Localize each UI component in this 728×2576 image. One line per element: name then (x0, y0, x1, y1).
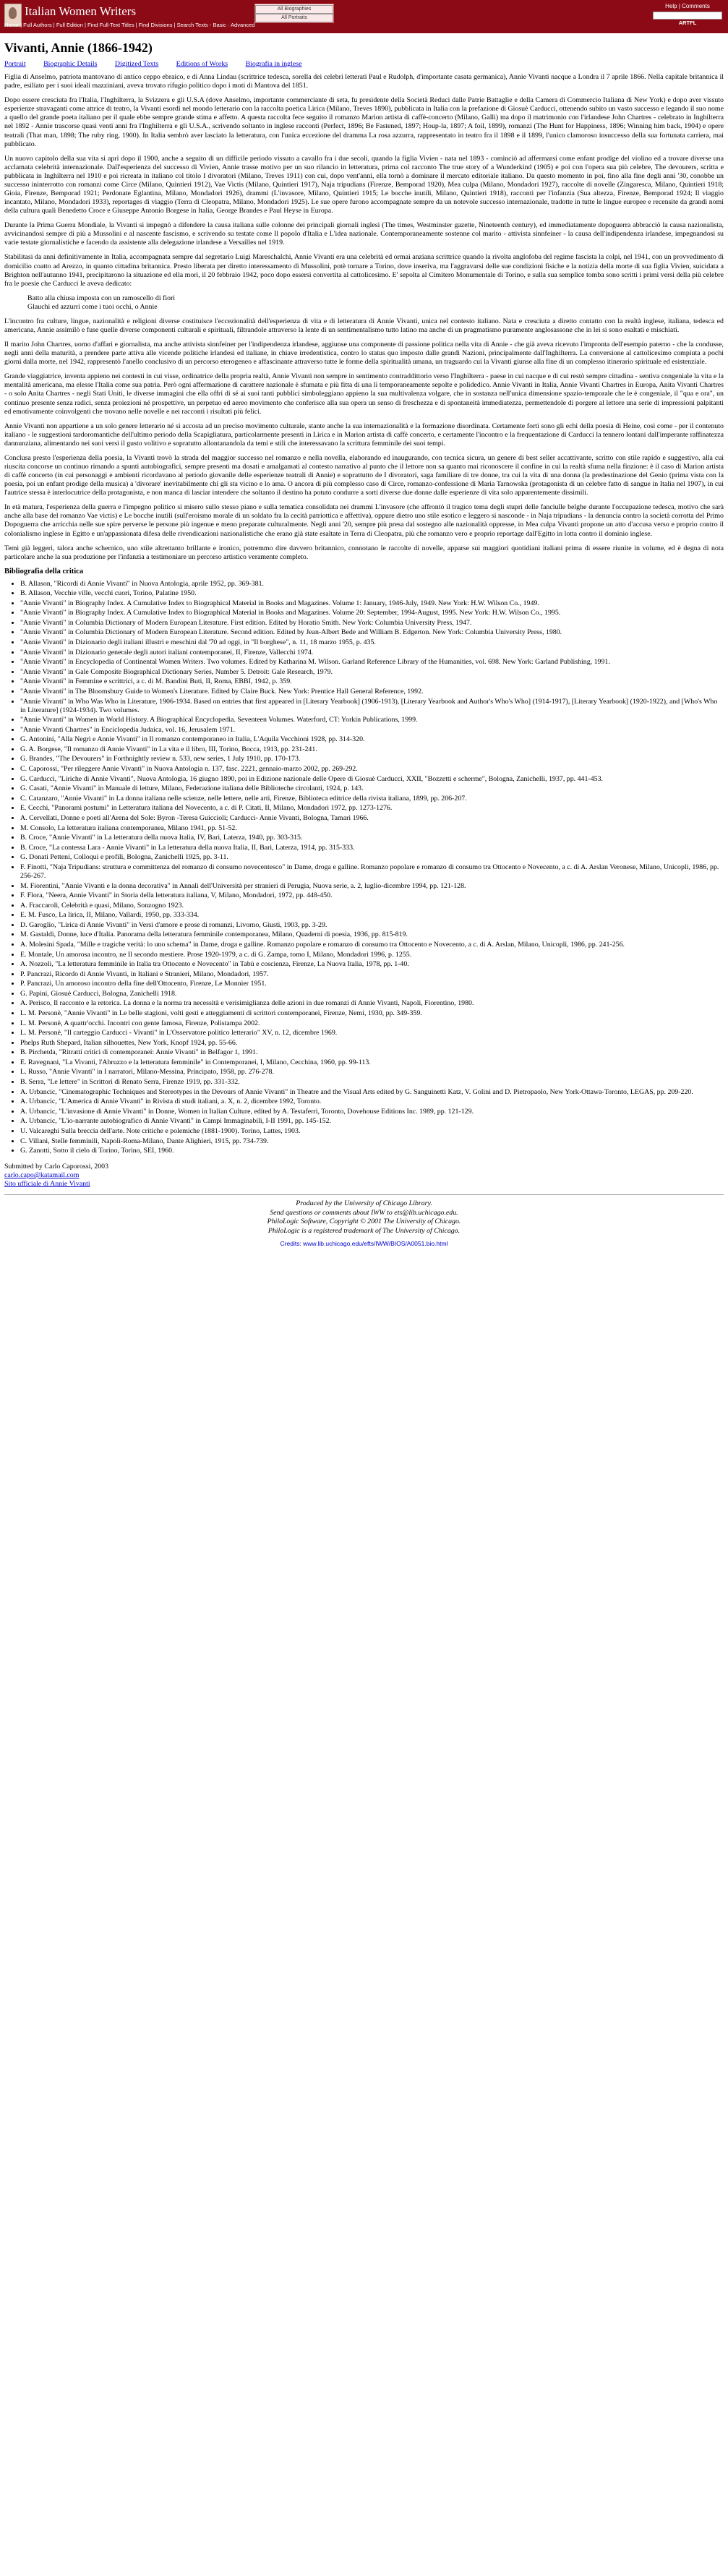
bibliography-list (4, 580, 724, 1156)
bibliography-item: • E. Cecchi, "Panorami postumi" in Letteratura italiana del Novecento, a c. di P. Citati, II, Milano, Mondadori 1972, pp. 1273-1276. (20, 804, 724, 813)
bibliography-item: • "Annie Vivanti" in The Bloomsbury Guide to Women's Literature. Edited by Claire Buck. New York: Prentice Hall General Reference, 1992. (20, 688, 724, 696)
bio-paragraph: Grande viaggiatrice, inventa appieno nei contesti in cui visse, ordinatrice della propria realtà, Annie Vivanti non sempre in sentimento contraddittorio verso l'Inghilterra - paese in cui nacque e di cui restò sempre cittadina - sentiva congeniale la vita e la mentalità americana, ma elesse l'Italia come sua patria. Però ogni affermazione di carattere nazionale è sfumata e più fitta di una lì temporaneamente sepolte e polidedico. Annie Vivanti in Italia, Annie Vivanti Chartres in Europa, Anita Vivanti Chartres - o solo Anita Chartres - negli Stati Uniti, le diverse immagini che ella offrì di sé ai suoi tanti pubblici simboleggiano appieno la sua multivalenza volgare, che in sostanza nell'unica dimensione spazio-temporale che le è congeniale, il "qua e ora", un continuo presente senza radici, senza proiezioni né prospettive, un perpetuo ed aereo movimento che conferisce alla sua opera un senso di freschezza e di spontaneità immediatezza, permettendole di porgere al lettore una serie di impressioni palpitanti ed emotivamente coinvolgenti che trovano nelle novelle e nei racconti i risultati più felici. (4, 372, 724, 416)
bibliography-item: • A. Urbancic, "L'America di Annie Vivanti" in Rivista di studi italiani, a. X, n. 2, dicembre 1992, Toronto. (20, 1097, 724, 1106)
footer-line[interactable]: Send questions or comments about IWW to ets@lib.uchicago.edu. (270, 1208, 458, 1217)
site-title[interactable]: Italian Women Writers (25, 4, 137, 18)
bibliography-item: • B. Serra, "Le lettere" in Scrittori di Renato Serra, Firenze 1919, pp. 331-332. (20, 1078, 724, 1087)
bio-paragraph: Conclusa presto l'esperienza della poesia, la Vivanti trovò la strada del maggior successo nel romanzo e nella novella, elaborando ed inaugurando, con tecnica sicura, un genere di best seller accattivante, scritto con stile rapido e suggestivo, alla cui riuscita concorse un continuo rimando a spunti autobiografici, sempre presenti ma dosati e amalgamati al contesto narrativo al punto che il lettore non sa quanto mai riconoscere il confine in cui la realtà sfuma nella finzione: è il caso di Marion artista di caffè concerto (in cui personaggi e ambienti ricordavano al periodo giovanile delle esperienze teatrali di Annie) e soprattutto de I divoratori, saga familiare di tre donne, tra cui la vita di una donna (la predestinazione del Genio (prima vista con la poesia, poi un enfant prodige della musica) a 'divorare' inevitabilmente chi gli sta vicino e lo ama. O ancora di più complesso caso di Circe, romanzo-confessione di Maria Tarnowska (protagonista di un celebre fatto di sangue in Italia nel 1907), in cui l'autrice stessa è interlocutrice della protagonista, e non manca di lasciar intendere che soltanto il destino ha potuto condurre a sorti diverse due donne dalle esperienze di vita solo apparentemente dissimili. (4, 453, 724, 497)
bibliography-item: • U. Valcareghi Sulla breccia dell'arte. Note critiche e polemiche (1881-1900). Torino, Lattes, 1903. (20, 1127, 724, 1136)
bibliography-item: • B. Allason, "Ricordi di Annie Vivanti" in Nuova Antologia, aprile 1952, pp. 369-381. (20, 580, 724, 589)
bibliography-item: • L. Russo, "Annie Vivanti" in I narratori, Milano-Messina, Principato, 1958, pp. 276-278. (20, 1068, 724, 1077)
bibliography-item: • A. Urbancic, "L'invasione di Annie Vivanti" in Donne, Women in Italian Culture, edited by A. Testaferri, Toronto, Dovehouse Editions Inc. 1989, pp. 121-129. (20, 1108, 724, 1116)
bibliography-item: • B. Pirchetda, "Ritratti critici di contemporanei: Annie Vivanti" in Belfagor 1, 1991. (20, 1048, 724, 1057)
bibliography-item: • D. Garoglio, "Lirica di Annie Vivanti" in Versi d'amore e prose di romanzi, Livorno, Giusti, 1903, pp. 3-29. (20, 921, 724, 930)
portraits-select[interactable]: All Portraits (255, 14, 333, 22)
bibliography-item: • G. Brandes, "The Devourers" in Forthnightly review n. 533, new series, 1 July 1910, pp. 170-173. (20, 755, 724, 763)
bibliography-item: • B. Croce, "La contessa Lara - Annie Vivanti" in La letteratura della nuova Italia, II, Bari, Laterza, 1914, pp. 315-333. (20, 844, 724, 852)
search-input[interactable] (653, 12, 722, 20)
bibliography-item: • E. Ravegnani, "La Vivanti, l'Abruzzo e la letteratura femminile" in Contemporanei, I, Milano, Cecchina, 1960, pp. 99-113. (20, 1058, 724, 1067)
bibliography-item: • E. Montale, Un amorosa incontro, ne Il secondo mestiere. Prose 1920-1979, a c. di G. Zampa, tomo I, Milano, Mondadori 1996, p. 1255. (20, 951, 724, 959)
bibliography-item: • "Annie Vivanti" in Dizionario generale degli autori italiani contemporanei, II, Firenze, Vallecchi 1974. (20, 649, 724, 657)
page-footer (4, 1199, 724, 1238)
bibliography-item: • A. Molesini Spada, "Mille e tragiche verità: lo uno schema" in Dame, droga e galline. Romanzo popolare e romanzo di consumo tra Ottocento e Novecento, a c. di A. Arslan, Milano, Unicopli, 1986, pp. 241-256. (20, 941, 724, 949)
bibliography-item: • "Annie Vivanti" in Gale Composite Biographical Dictionary Series, Number 5. Detroit: Gale Research, 1979. (20, 668, 724, 677)
footer-line: PhiloLogic Software, Copyright © 2001 The University of Chicago. (267, 1218, 461, 1226)
bibliography-item: • F. Finotti, "Naja Tripudians: struttura e committenza del romanzo di consumo novecentesco" in Dame, droga e galline. Romanzo popolare e romanzo di consumo tra Ottocento e Novecento, a c. di A. Arslan Veronese, Milano, Unicopli, 1986, pp. 256-267. (20, 863, 724, 881)
quote-line: Glauchi ed azzurri come i tuoi occhi, o Annie (27, 302, 158, 311)
carducci-quote (27, 294, 724, 312)
bibliography-item: • "Annie Vivanti" in Women in World History. A Biographical Encyclopedia. Seventeen Volumes. Waterford, CT: Yorkin Publications, 1999. (20, 716, 724, 724)
bibliography-item: • A. Nozzoli, "La letteratura femminile in Italia tra Ottocento e Novecento" in Tabù e coscienza, Firenze, La Nuova Italia, 1978, pp. 1-40. (20, 960, 724, 969)
bibliography-item: • B. Allason, Vecchie ville, vecchi cuori, Torino, Palatine 1950. (20, 589, 724, 598)
bio-paragraph: Durante la Prima Guerra Mondiale, la Vivanti si impegnò a difendere la causa italiana sulle colonne dei principali giornali inglesi (The times, Westminster gazette, Nineteenth century), ed immediatamente dopoguerra abbracciò la causa nazionalista, avvicinandosi sempre di più a Mussolini e al nascente fascismo, e scrivendo su testate come Il popolo d'Italia e L'idea nazionale. Contemporaneamente sostenne col marito - attivista sinnfeiner - la causa dell'indipendenza irlandese, impegnandosi su varie testate giornalistiche e facendo da assistente alla delegazione irlandese a Versailles nel 1919. (4, 221, 724, 247)
footer-line: PhiloLogic is a registered trademark of The University of Chicago. (267, 1226, 461, 1235)
bio-paragraph: Stabilitasi da anni definitivamente in Italia, accompagnata sempre dal segretario Luigi Mareschalchi, Annie Vivanti era una celebrità ed ormai anziana scrittrice quando la rivolta anglofoba del regime fascista la colpì, nel 1941, con un provvedimento di domicilio coatto ad Arezzo, in quanto cittadina britannica. Presto liberata per diretto interessamento di Mussolini, potè tornare a Torino, dove inseriva, ma l'aggravarsi delle sue condizioni fisiche e la notizia della morte di sua figlia Vivien, suicidata a Brighton nell'autunno 1941, precipitarono la situazione ed ella morì, il 20 febbraio 1942, poco dopo essersi convertita al cattolicesimo. E' sepolta al Cimitero Monumentale di Torino, e sulla sua semplice tomba sono scritti i primi versi della più celebre fra le poesie che Carducci le aveva dedicato: (4, 253, 724, 288)
bibliography-item: • M. Gastaldi, Donne, luce d'Italia. Panorama della letteratura femminile contemporanea, Milano, Quaderni di poesia, 1936, pp. 815-819. (20, 930, 724, 939)
bibliography-item: • B. Croce, "Annie Vivanti" in La letteratura della nuova Italia, IV, Bari, Laterza, 1940, pp. 303-315. (20, 834, 724, 842)
header-menu[interactable]: Home | Full Authors | Full Edition | Find Full-Text Titles | Find Divisions | Search Texts - Basic · Advanced (4, 22, 255, 28)
bio-paragraph: Dopo essere cresciuta fra l'Italia, l'Inghilterra, la Svizzera e gli U.S.A (dove Anselmo, importante commerciante di seta, fu presidente della Società Reduci dalle Patrie Battaglie e della Camera di Commercio Italiana di New York) e dopo aver vissuto esperienze stravaganti come attrice di teatro, la Vivanti esordì nel mondo letterario con la raccolta poetica Lirica (Milano, Treves 1890), pubblicata in Italia con la prefazione di Giosuè Carducci, ottenendo subito un vasto successo e legando il suo nome a quello del grande poeta italiano per il quale ebbe sempre grande stima e affetto. A questa raccolta fece seguito il romanzo Marion artista di caffè-concerto (Milano, Galli) ma dopo il matrimonio con l'irlandese John Chartres - celebrato in Inghilterra nel 1892 - Annie trascorse quasi venti anni fra l'Inghilterra e gli U.S.A., scrivendo soltanto in inglese racconti (Perfect, 1896; Be Fastened, 1897; Houp-la, 1897; A foil, 1899), romanzi (The Hunt for Happiness, 1896; Winning him back, 1904) e opere teatrali (That man, 1898; The ruby ring, 1900). In Italia sembrò aver lasciato la letteratura, con l'unica eccezione del dramma La rosa azzurra, rappresentato in teatro fra il 1898 e il 1899, l'unico clamoroso insuccesso della sua fortunata carriera, mai pubblicato. (4, 96, 724, 148)
biographies-select[interactable]: All Biographies (255, 5, 333, 14)
bio-paragraph: Il marito John Chartres, uomo d'affari e giornalista, ma anche attivista sinnfeiner per l'indipendenza irlandese, aggiunse una componente di passione politica nella vita di Annie - che già aveva ricevuto l'impronta dell'esempio paterno - che la condusse, negli anni della maturità, a prendere parte attiva alle vicende politiche irlandesi ed italiane, in chiave irredentistica, contro lo status quo imposto dalle grandi Nazioni, principalmente dall'Inghilterra. La conversione al cattolicesimo compiuta a pochi giorni dalla morte, nel 1942, rappresentò l'anello conclusivo di un percorso eterogeneo e affascinante attraverso tutte le forme della spiritualità umana, un traguardo cui la Vivanti giunse alla fine di un complesso itinerario spirituale ed esistenziale. (4, 341, 724, 367)
bibliography-item: • "Annie Vivanti" in Dizionario degli italiani illustri e meschini dal '70 ad oggi, in "Il borghese", n. 11, 18 marzo 1955, p. 435. (20, 638, 724, 647)
nav-biographic-details[interactable]: Biographic Details (43, 59, 98, 68)
bibliography-item: • L. M. Personè, "Annie Vivanti" in Le belle stagioni, volti gesti e atteggiamenti di scrittori contemporanei, Firenze, Nemi, 1930, pp. 349-359. (20, 1009, 724, 1018)
bibliography-item: • Phelps Ruth Shepard, Italian silhouettes, New York, Knopf 1924, pp. 55-66. (20, 1039, 724, 1048)
submission-info (4, 1163, 724, 1189)
bibliography-item: • G. Casati, "Annie Vivanti" in Manuale di letture, Milano, Federazione italiana delle Biblioteche circolanti, 1924, p. 143. (20, 784, 724, 793)
bibliography-item: • E. M. Fusco, La lirica, II, Milano, Vallardi, 1950, pp. 333-334. (20, 911, 724, 920)
nav-portrait[interactable]: Portrait (4, 59, 26, 68)
bibliography-item: • M. Fiorentini, "Annie Vivanti e la donna decorativa" in Annali dell'Università per stranieri di Perugia, Nuova serie, a. 2, luglio-dicembre 1994, pp. 121-128. (20, 882, 724, 891)
artfl-logo[interactable]: ARTFL (678, 19, 697, 26)
bibliography-item: • P. Pancrazi, Ricordo di Annie Vivanti, in Italiani e Stranieri, Milano, Mondadori, 1957. (20, 970, 724, 979)
bibliography-item: • G. A. Borgese, "Il romanzo di Annie Vivanti" in La vita e il libro, III, Torino, Bocca, 1913, pp. 231-241. (20, 745, 724, 754)
bibliography-item: • L. M. Personè, "Il carteggio Carducci - Vivanti" in L'Osservatore politico letterario" XV, n. 12, dicembre 1969. (20, 1029, 724, 1037)
bibliography-item: • "Annie Vivanti" in Encyclopedia of Continental Women Writers. Two volumes. Edited by Katharina M. Wilson. Garland Reference Library of the Humanities, vol. 698. New York: Garland Publishing, 1991. (20, 658, 724, 667)
author-nav (4, 60, 724, 69)
bibliography-item: • P. Pancrazi, Un amoroso incontro della fine dell'Ottocento, Firenze, Le Monnier 1951. (20, 980, 724, 988)
bibliography-item: • "Annie Vivanti Chartres" in Enciclopedia Judaica, vol. 16, Jerusalem 1971. (20, 726, 724, 735)
bibliography-item: • A. Cervellati, Donne e poeti all'Arena del Sole: Byron -Teresa Guiccioli; Carducci- Annie Vivanti, Bologna, Tamari 1966. (20, 814, 724, 823)
bibliography-item: • "Annie Vivanti" in Columbia Dictionary of Modern European Literature. Second edition. Edited by Jean-Albert Bede and William B. Edgerton. New York: Columbia University Press, 1980. (20, 628, 724, 637)
help-comments-links[interactable]: Help | Comments (665, 3, 710, 9)
bio-paragraph: Un nuovo capitolo della sua vita si aprì dopo il 1900, anche a seguito di un difficile periodo vissuto a cavallo fra i due secoli, quando la figlia Vivien - nata nel 1893 - cominciò ad affermarsi come enfant prodige del violino ed a trovare diverse una acclamata celebrità internazionale. Dall'esperienza del successo di Vivien, Annie trasse motivo per un suo rilancio in letteratura, prima col racconto The true story of a Wunderkind (1905) e poi con l'opera sua più celebre, The devourers, scritta e pubblicata in Inghilterra nel 1910 e poi ricreata in italiano col titolo I divoratori (Milano, Treves 1911) con cui, dopo vent'anni, ella tornò a dominare il mercato editoriale italiano. Da questo momento in poi, fino alla fine degli anni '30, conobbe un successo ininterrotto con romanzi come Circe (Milano, Quintieri 1912), Vae Victis (Milano, Quintieri 1917), Naja tripudians (Firenze, Bemporad 1920), Mea culpa (Milano, Mondadori 1927), raccolte di novelle (Zingaresca, Milano, Quintieri 1918; Gioia, Firenze, Bemporad 1921; Perdonate Eglantina, Milano, Mondadori 1926), drammi (L'invasore, Milano, Quintieri 1915; Le bocche inutili, Milano, Quintieri 1918), racconti per l'infanzia (Sua altezza, Firenze, Bemporad 1924; Il viaggio incantato, Milano, Mondadori 1933), reportages di viaggio (Terra di Cleopatra, Milano, Mondadori 1925). Le sue opere furono accompagnate sempre da un notevole successo internazionale, tradotte in tutte le lingue europee e recensite da grandi nomi della cultura quali Benedetto Croce e Giuseppe Antonio Borgese in Italia, George Brandes e Paul Heyse in Europa. (4, 154, 724, 215)
bibliography-item: • G. Carducci, "Liriche di Annie Vivanti", Nuova Antologia, 16 giugno 1890, poi in Edizione nazionale delle Opere di Giosuè Carducci, XXII, "Bozzetti e scherme", Bologna, Zanichelli, 1937, pp. 441-453. (20, 775, 724, 784)
page-title: Vivanti, Annie (1866-1942) (4, 40, 153, 55)
official-site-link[interactable]: Sito ufficiale di Annie Vivanti (4, 1180, 90, 1189)
footer-line: Produced by the University of Chicago Library. (296, 1199, 432, 1208)
bibliography-item: • A. Fraccaroli, Celebrità e quasi, Milano, Sonzogno 1923. (20, 902, 724, 910)
bibliography-item: • C. Catanzaro, "Annie Vivanti" in La donna italiana nelle scienze, nelle lettere, nelle arti, Firenze, Biblioteca editrice della rivista italiana, 1899, pp. 206-207. (20, 795, 724, 803)
main-content (0, 33, 728, 1247)
footer-divider (4, 1194, 724, 1195)
bibliography-heading: Bibliografia della critica (4, 567, 84, 575)
bibliography-item: • C. Villani, Stelle femminili, Napoli-Roma-Milano, Dante Alighieri, 1915, pp. 734-739. (20, 1137, 724, 1146)
credits-link[interactable]: Credits: www.lib.uchicago.edu/efts/IWW/BIOS/A0051.bio.html (280, 1239, 448, 1247)
submitted-by: Submitted by Carlo Caporossi, 2003 (4, 1163, 109, 1171)
bibliography-item: • "Annie Vivanti" in Columbia Dictionary of Modern European Literature. First edition. Edited by Horatio Smith. New York: Columbia University Press, 1947. (20, 619, 724, 628)
quick-selects (254, 4, 334, 23)
quote-line: Batto alla chiusa imposta con un ramoscello di fiori (27, 294, 176, 302)
bibliography-item: • "Annie Vivanti" in Biography Index. A Cumulative Index to Biographical Material in Books and Magazines. Volume 1: January, 1946-July, 1949. New York: H.W. Wilson Co., 1949. (20, 599, 724, 608)
site-header (0, 0, 728, 33)
nav-biografia-inglese[interactable]: Biografia in inglese (245, 59, 302, 68)
bibliography-item: • G. Zanotti, Sotto il cielo di Torino, Torino, SEI, 1960. (20, 1147, 724, 1155)
bio-paragraph: L'incontro fra culture, lingue, nazionalità e religioni diverse costituisce l'eccezionalità dell'esperienza di vita e di letteratura di Annie Vivanti, unica nel contesto italiano. Nata e cresciuta a diretto contatto con la realtà inglese, italiana, tedesca ed americana, Annie assimilò e fuse quelle diverse componenti culturali e spirituali, filtrandole attraverso la lente di un sentimentalismo tutto latino ma anche di un pragmatismo puramente anglosassone che in lei si sono esaltati e mischiati. (4, 317, 724, 334)
bio-paragraph: In età matura, l'esperienza della guerra e l'impegno politico si misero sullo stesso piano e sulla tematica consolidata nei drammi L'invasore (che affrontò il tragico tema degli stupri delle fanciulle belghe durante l'occupazione tedesca, motivo che sarà anche alla base del romanzo Vae victis) e Le bocche inutili (sull'eroismo morale di un soldato fra la cecità patriottica e affettiva), oppure dietro uno stile esotico e leggero si nasconde - in Naja tripudians - la denuncia contro la società corrotta del Primo Dopoguerra che arricchia nelle sue spire perverse le persone più ingenue e meno preparate culturalmente. Negli anni '20, sempre più presa dal sostegno alle nazionalità oppresse, in Mea culpa Vivanti propone un atto d'accusa verso e proprio contro il colonialismo inglese in Egitto e un'appassionata difesa delle rivendicazioni nazionalistiche che erano già state esaltate in Terra di Cleopatra, più che romanzo vero e proprio reportage dall'Egitto in lotta contro il dominio inglese. (4, 503, 724, 538)
nav-editions-of-works[interactable]: Editions of Works (176, 59, 228, 68)
bibliography-item: • A. Urbancic, "Cinematographic Techniques and Stereotypes in the Devours of Annie Vivanti" in Theatre and the Visual Arts edited by G. Sanguinetti Katz, V. Golini and D. Pietropaolo, New York-Ottawa-Toronto, LEGAS, pp. 209-220. (20, 1088, 724, 1097)
bibliography-item: • G. Donati Petteni, Colloqui e profili, Bologna, Zanichelli 1925, pp. 3-11. (20, 853, 724, 862)
submitter-email-link[interactable]: carlo.capo@katamail.com (4, 1171, 80, 1180)
bio-paragraph: Figlia di Anselmo, patriota mantovano di antico ceppo ebraico, e di Anna Lindau (scrittrice tedesca, sorella dei celebri letterati Paul e Rudolph, d'importante casata germanica), Annie Vivanti nacque a Londra il 7 aprile 1866. Nella capitale britannica il padre, esiliato per i suoi ideali mazziniani, aveva trovato rifugio politico dopo i moti di Mantova del 1851. (4, 73, 724, 90)
bibliography-item: • "Annie Vivanti" in Femmine e scrittrici, a c. di M. Bandini Buti, II, Roma, EBBI, 1942, p. 359. (20, 677, 724, 686)
bio-paragraph: Annie Vivanti non appartiene a un solo genere letterario né si accosta ad un preciso movimento culturale, stante anche la sua internazionalità e la formazione disordinata. Certamente forti sono gli echi della poesia di Heine, così come - per il contenuto italiano - le suggestioni tardoromantiche dell'ultimo periodo della Scapigliatura, particolarmente presenti in Lirica e in Marion artista di caffè concerto, e certamente l'incontro e la frequentazione di Carducci la tennero lontani dall'imperante raffinatezza dannunziana, alimentando nei suoi versi il gusto volitivo e sopratutto allontanandola da temi e stili che interessavano la scrittura femminile dei suoi tempi. (4, 422, 724, 448)
bibliography-item: • L. M. Personè, A quattr'occhi. Incontri con gente famosa, Firenze, Polistampa 2002. (20, 1019, 724, 1028)
header-right (651, 3, 724, 26)
bibliography-item: • M. Consolo, La letteratura italiana contemporanea, Milano 1941, pp. 51-52. (20, 824, 724, 833)
bio-paragraph: Temi già leggeri, talora anche schernico, uno stile altrettanto brillante e ironico, potremmo dire davvero britannico, connotano le raccolte di novelle, apparse sui maggiori quotidiani italiani prima di essere riunite in volume, ed è degna di nota particolare anche la sua produzione per l'infanzia a testimoniare un percorso artistico veramente completo. (4, 544, 724, 561)
bibliography-item: • A. Urbancic, "L'io-narrante autobiografico di Annie Vivanti" in Campi Immaginabili, I-II 1991, pp. 145-152. (20, 1117, 724, 1126)
nav-digitized-texts[interactable]: Digitized Texts (114, 59, 159, 68)
bibliography-item: • F. Flora, "Neera, Annie Vivanti" in Storia della letteratura italiana, V, Milano, Mondadori, 1972, pp. 448-450. (20, 891, 724, 900)
bibliography-item: • "Annie Vivanti" in Who Was Who in Literature, 1906-1934. Based on entries that first appeared in [Literary Yearbook] (1906-1913), [Literary Yearbook and Author's Who's Who] (1914-1917), [Literary Yearbook] (1920-1922), and [Who's Who in Literature] (1924-1934). Two volumes. (20, 698, 724, 715)
bibliography-item: • C. Caporossi, "Per rileggere Annie Vivanti" in Nuova Antologia n. 137, fasc. 2221, gennaio-marzo 2002, pp. 269-292. (20, 765, 724, 774)
bibliography-item: • "Annie Vivanti" in Biography Index. A Cumulative Index to Biographical Material in Books and Magazines. Volume 20: September, 1994-August, 1995. New York: H.W. Wilson Co., 1995. (20, 609, 724, 617)
bibliography-item: • A. Perisco, Il racconto e la retorica. La donna e la norma tra necessità e verisimiglianza delle azioni in due romanzi di Annie Vivanti, Napoli, Fiorentino, 1980. (20, 999, 724, 1008)
bibliography-item: • G. Antonini, "Alla Negri e Annie Vivanti" in Il romanzo contemporaneo in Italia, L'Aquila Vecchioni 1928, pp. 314-320. (20, 735, 724, 744)
bibliography-item: • G. Papini, Giosuè Carducci, Bologna, Zanichelli 1918. (20, 990, 724, 998)
